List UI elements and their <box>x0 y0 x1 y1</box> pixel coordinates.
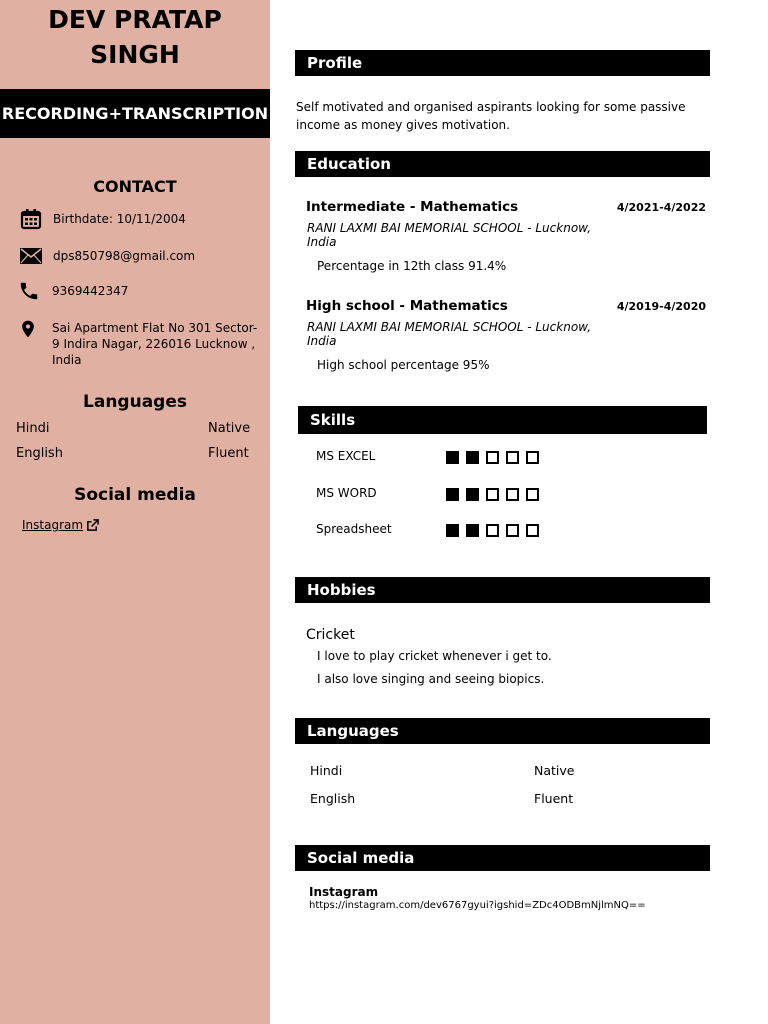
sidebar-language-level: Native <box>208 421 251 436</box>
skill-square-filled <box>446 451 459 464</box>
skills-heading: Skills <box>310 411 356 429</box>
person-name <box>0 2 270 72</box>
contact-heading: CONTACT <box>93 177 177 196</box>
skill-name: MS WORD <box>316 486 377 500</box>
social-heading: Social media <box>307 849 415 867</box>
skill-square-empty <box>486 524 499 537</box>
skill-square-empty <box>526 451 539 464</box>
skill-square-filled <box>446 488 459 501</box>
hobby-line: I love to play cricket whenever i get to. <box>317 649 552 663</box>
skill-square-empty <box>526 524 539 537</box>
name-line-2: SINGH <box>90 40 180 69</box>
sidebar-social-heading: Social media <box>74 485 196 505</box>
social-url[interactable]: https://instagram.com/dev6767gyui?igshid=ZDc4ODBmNjlmNQ== <box>309 900 646 911</box>
languages-heading: Languages <box>307 722 399 740</box>
skill-square-empty <box>506 451 519 464</box>
education-detail: Percentage in 12th class 91.4% <box>317 259 507 273</box>
job-title-bar <box>0 89 270 138</box>
languages-heading-bar <box>295 718 710 744</box>
social-heading-bar <box>295 845 710 871</box>
skill-square-empty <box>526 488 539 501</box>
language-name: Hindi <box>310 763 343 778</box>
address-text: Sai Apartment Flat No 301 Sector-9 Indira Nagar, 226016 Lucknow , India <box>52 321 258 367</box>
skill-rating <box>446 488 546 501</box>
sidebar-language-level: Fluent <box>208 446 249 461</box>
education-title: Intermediate - Mathematics <box>306 199 519 215</box>
language-level: Native <box>534 763 575 778</box>
education-school: RANI LAXMI BAI MEMORIAL SCHOOL - Lucknow, India <box>307 320 592 348</box>
education-heading-bar <box>295 151 710 177</box>
education-detail: High school percentage 95% <box>317 358 490 372</box>
job-title: RECORDING+TRANSCRIPTION <box>1 104 269 123</box>
skill-name: Spreadsheet <box>316 522 392 536</box>
sidebar-language-name: English <box>16 446 63 461</box>
skill-square-empty <box>486 451 499 464</box>
skill-square-filled <box>466 488 479 501</box>
phone-icon <box>18 280 42 302</box>
sidebar <box>0 0 270 1024</box>
social-label: Instagram <box>309 885 379 899</box>
profile-heading: Profile <box>307 54 363 72</box>
education-dates: 4/2019-4/2020 <box>616 300 706 313</box>
external-link-icon <box>86 519 99 532</box>
birthdate-row <box>18 208 186 230</box>
skill-name: MS EXCEL <box>316 449 376 463</box>
skill-square-filled <box>446 524 459 537</box>
skill-square-filled <box>466 524 479 537</box>
education-heading: Education <box>307 155 391 173</box>
language-level: Fluent <box>534 791 574 806</box>
language-name: English <box>310 791 356 806</box>
birthdate-text: Birthdate: 10/11/2004 <box>53 212 186 226</box>
address-row <box>18 320 263 368</box>
sidebar-languages-heading: Languages <box>83 392 187 412</box>
hobbies-heading: Hobbies <box>307 581 376 599</box>
education-school: RANI LAXMI BAI MEMORIAL SCHOOL - Lucknow, India <box>307 221 592 249</box>
name-line-1: DEV PRATAP <box>48 5 222 34</box>
sidebar-language-name: Hindi <box>16 421 50 436</box>
skill-square-empty <box>486 488 499 501</box>
education-title: High school - Mathematics <box>306 298 508 314</box>
mail-icon <box>18 245 44 267</box>
phone-text[interactable]: 9369442347 <box>52 284 129 298</box>
instagram-link[interactable] <box>22 518 99 532</box>
skill-rating <box>446 524 546 537</box>
instagram-link-label[interactable]: Instagram <box>22 518 84 532</box>
skill-square-empty <box>506 488 519 501</box>
email-text[interactable]: dps850798@gmail.com <box>53 249 196 263</box>
hobby-line: I also love singing and seeing biopics. <box>317 672 545 686</box>
education-dates: 4/2021-4/2022 <box>616 201 706 214</box>
profile-heading-bar <box>295 50 710 76</box>
skill-rating <box>446 451 546 464</box>
hobby-title: Cricket <box>306 627 355 643</box>
hobbies-heading-bar <box>295 577 710 603</box>
skills-heading-bar <box>298 406 707 434</box>
calendar-icon <box>18 208 44 230</box>
email-row <box>18 245 195 267</box>
profile-text: Self motivated and organised aspirants looking for some passive income as money gives motivation. <box>296 100 686 132</box>
phone-row <box>18 280 128 302</box>
skill-square-empty <box>506 524 519 537</box>
location-pin-icon <box>18 320 42 338</box>
skill-square-filled <box>466 451 479 464</box>
